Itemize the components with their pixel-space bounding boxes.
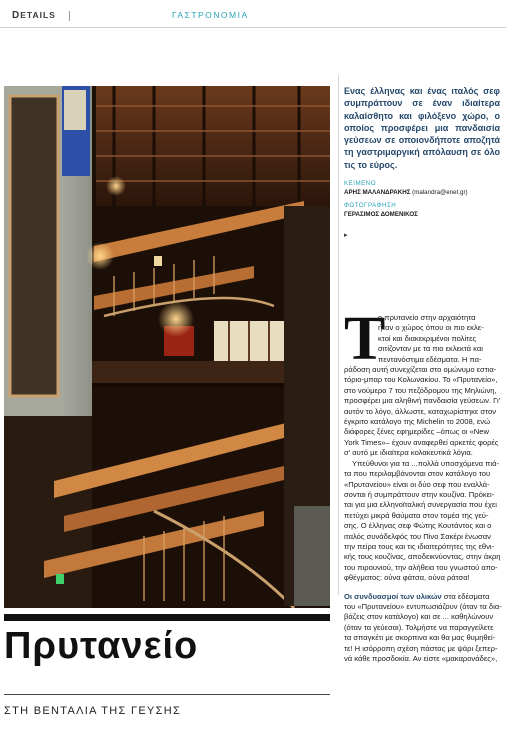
article-line: την πείρα τους και τις ιδιαιτερότητες της εθνι- xyxy=(344,541,495,551)
header-rule xyxy=(0,27,506,28)
staircase-photo xyxy=(4,86,330,608)
article-line: σης. Ο έλληνας σεφ Φώτης Κουτάντος και ο xyxy=(344,521,492,531)
article-line: του πιρουνιού, την αλήθεια του γνωστού απο- xyxy=(344,562,498,572)
drop-cap: Τ xyxy=(344,305,386,373)
magazine-brand: DETAILS xyxy=(12,10,56,21)
article-line: York Times»– έχουν αναφερθεί αρκετές φορές xyxy=(344,437,499,447)
article-line: τα που περιλαμβάνονται στον κατάλογο του xyxy=(344,469,491,479)
article-line: σιτίζονταν με τα πιο εκλεκτά και xyxy=(378,344,483,354)
title-bar xyxy=(4,614,330,621)
article-line: του «Πρυτανείου» εντυπωσιάζουν (όταν τα δια- xyxy=(344,601,502,611)
article-line: Υπεύθυνοι για τα ...πολλά υποσχόμενα πιά- xyxy=(352,458,500,468)
text-credit: ΑΡΗΣ ΜΑΛΑΝΔΡΑΚΗΣ (malandra@enet.gr) xyxy=(344,189,468,196)
text-credit-label: ΚΕΙΜΕΝΟ xyxy=(344,180,377,187)
article-line: ο πρυτανείο στην αρχαιότητα xyxy=(378,313,476,322)
article-line: σονται ή συμπράττουν στην κουζίνα. Πρόκει- xyxy=(344,489,495,499)
article-subtitle: ΣΤΗ ΒΕΝΤΑΛΙΑ ΤΗΣ ΓΕΥΣΗΣ xyxy=(4,705,182,717)
article-line: έγκριτο κατάλογο της Michelin το 2008, ενώ xyxy=(344,417,491,427)
intro-paragraph: Ενας έλληνας και ένας ιταλός σεφ συμπράττουν σε έναν ιδιαίτερα καλαίσθητο και φιλόξενο χώρο, ο οποίος προσφέρει μια πανδαισία γεύσεων σε οποιονδήποτε αποζητά τη γαστριμαργική απόλαυση σε όλο τις το εύρος. xyxy=(344,86,500,170)
article-line: κής τους κουζίνας, αποδεικνύοντας, στην άκρη xyxy=(344,552,501,562)
article-line: πεντανόστιμα εδέσματα. Η πα- xyxy=(378,354,482,364)
article-line: προσφέρει μια αληθινή πανδαισία γεύσεων. Γι' xyxy=(344,396,501,406)
article-line: κτοί και διακεκριμένοι πολίτες xyxy=(378,333,477,343)
article-line: ήταν ο χώρος όπου οι πιο εκλε- xyxy=(378,323,484,333)
article-line: ράδοση αυτή συνεχίζεται στο ομώνυμο εστια- xyxy=(344,365,497,375)
article-line: ται για μια ελληνοϊταλική συνεργασία που έχει xyxy=(344,500,497,510)
article-line: διάφορες ξένες εφημερίδες –όπως οι «New xyxy=(344,427,489,437)
article-line: πετύχει μικρά θαύματα στον τομέα της γεύ- xyxy=(344,510,489,520)
article-line: νά κάθε προσδοκία. Αν είστε «μακαρονάδες», xyxy=(344,654,498,663)
article-title: Πρυτανείο xyxy=(4,625,199,667)
article-line: τε! Η ισόρροπη σχέση πάστας με ψάρι ξεπερ- xyxy=(344,643,498,653)
article-line: βάζεις στον κατάλογο) και σε ... καθηλώνουν xyxy=(344,612,494,622)
article-line: φθέγματος: ούνα φάτσα, ούνα ράτσα! xyxy=(344,573,470,583)
paragraph-lead: Οι συνδυασμοί των υλικών xyxy=(344,591,442,601)
article-line: αυτόν το λόγο, άλλωστε, καταχωρίστηκε στον xyxy=(344,406,497,416)
page-header xyxy=(12,10,249,21)
article-line: «Πρυτανείου» είναι οι δύο σεφ που εναλλά- xyxy=(344,479,490,489)
article-line: στο νούμερο 7 του πεζόδρομου της Μηλιώνη, xyxy=(344,385,497,395)
article-line: σ' αυτό με ιδιαίτερα κολακευτικά λόγια. xyxy=(344,448,473,458)
header-divider xyxy=(69,11,70,21)
article-line: (όταν τα γεύεσαι). Τολμήστε να παραγγείλετε xyxy=(344,622,494,632)
article-line: ιταλός συνάδελφός του Πίνο Σακέρι ένωσαν xyxy=(344,531,491,541)
column-divider xyxy=(338,75,339,595)
article-line: τα σπαγκέτι με σκορπινα και θα μας θυμηθεί- xyxy=(344,633,496,643)
credit-marker: ▸ xyxy=(344,232,348,239)
article-line: Οι συνδυασμοί των υλικών στα εδέσματα xyxy=(344,591,490,601)
subtitle-rule xyxy=(4,694,330,695)
article-body xyxy=(344,305,502,664)
article-line: τόριο-μπαρ του Κολωνακίου. Το «Πρυτανείο», xyxy=(344,375,498,385)
photo-credit: ΓΕΡΑΣΙΜΟΣ ΔΟΜΕΝΙΚΟΣ xyxy=(344,211,418,218)
photo-credit-label: ΦΩΤΟΓΡΑΦΗΣΗ xyxy=(344,202,397,209)
section-name: ΓΑΣΤΡΟΝΟΜΙΑ xyxy=(172,10,249,20)
